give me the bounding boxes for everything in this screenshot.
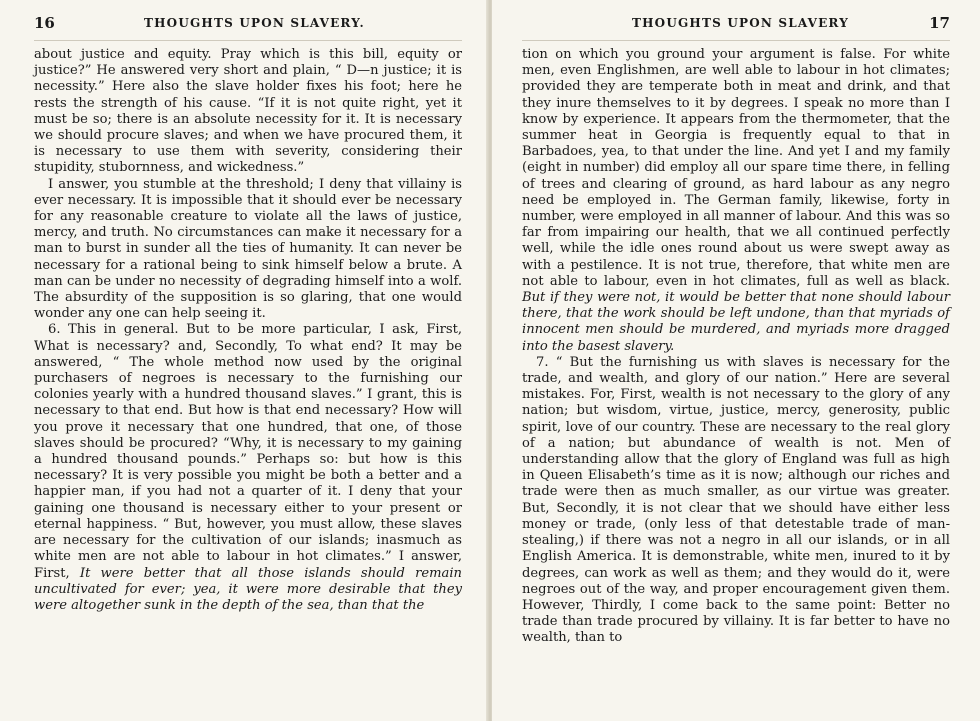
- text-run: 6. This in general. But to be more particular, I ask, First, What is necessary? and, Secondly, To what end? It may be answered, “ The whole method now used by the original purchasers of negroes is necessary to the furnishing our colonies yearly with a hundred thousand slaves.” I grant, this is necessary to that end. But how is that end necessary? How will you prove it necessary that one hundred, that one, of those slaves should be procured? “Why, it is necessary to my gaining a hundred thousand pounds.” Perhaps so: but how is this necessary? It is very possible you might be both a better and a happier man, if you had not a quarter of it. I deny that your gaining one thousand is necessary either to your present or eternal happiness. “ But, however, you must allow, these slaves are necessary for the cultivation of our islands; inasmuch as white men are not able to labour in hot climates.” I answer, First,: [34, 322, 462, 581]
- text-run: I answer, you stumble at the threshold; I deny that villainy is ever necessary. It is impossible that it should ever be necessary for any reasonable creature to violate all the laws of justice, mercy, and truth. No circumstances can make it necessary for a man to burst in sunder all the ties of humanity. It can never be necessary for a rational being to sink himself below a brute. A man can be under no necessity of degrading himself into a wolf. The absurdity of the supposition is so glaring, that one would wonder any one can help seeing it.: [34, 176, 462, 322]
- page-number: 17: [929, 14, 950, 32]
- running-title: THOUGHTS UPON SLAVERY.: [144, 16, 365, 30]
- right-page-body: [522, 47, 950, 647]
- paragraph: [522, 355, 950, 647]
- right-page: [492, 0, 980, 721]
- left-running-head: [34, 14, 462, 41]
- italic-text-run: It were better that all those islands should remain uncultivated for ever; yea, it were more desirable that they were altogether sunk in the depth of the sea, than that the: [34, 565, 462, 613]
- left-page-body: [34, 47, 462, 614]
- paragraph: [34, 47, 462, 177]
- running-title: THOUGHTS UPON SLAVERY: [632, 16, 850, 30]
- text-run: 7. “ But the furnishing us with slaves is necessary for the trade, and wealth, and glory of our nation.” Here are several mistakes. For, First, wealth is not necessary to the glory of any nation; but wisdom, virtue, justice, mercy, generosity, public spirit, love of our country. These are necessary to the real glory of a nation; but abundance of wealth is not. Men of understanding allow that the glory of England was full as high in Queen Elisabeth’s time as it is now; although our riches and trade were then as much smaller, as our virtue was greater. But, Secondly, it is not clear that we should have either less money or trade, (only less of that detestable trade of man-stealing,) if there was not a negro in all our islands, or in all English America. It is demonstrable, white men, inured to it by degrees, can work as well as them; and they would do it, were negroes out of the way, and proper encouragement given them. However, Thirdly, I come back to the same point: Better no trade than trade procured by villainy. It is far better to have no wealth, than to: [522, 354, 950, 646]
- left-page: [0, 0, 488, 721]
- paragraph: [34, 322, 462, 614]
- paragraph: [34, 177, 462, 323]
- right-running-head: [522, 14, 950, 41]
- text-run: about justice and equity. Pray which is this bill, equity or justice?” He answered very short and plain, “ D—n justice; it is necessity.” Here also the slave holder fixes his foot; here he rests the strength of his cause. “If it is not quite right, yet it must be so; there is an absolute necessity for it. It is necessary we should procure slaves; and when we have procured them, it is necessary to use them with severity, considering their stupidity, stubornness, and wickedness.”: [34, 47, 462, 176]
- italic-text-run: But if they were not, it would be better that none should labour there, that the work should be left undone, than that myriads of innocent men should be murdered, and myriads more dragged into the basest slavery.: [522, 290, 950, 354]
- paragraph: [522, 47, 950, 355]
- text-run: tion on which you ground your argument is false. For white men, even Englishmen, are well able to labour in hot climates; provided they are temperate both in meat and drink, and that they inure themselves to it by degrees. I speak no more than I know by experience. It appears from the thermometer, that the summer heat in Georgia is frequently equal to that in Barbadoes, yea, to that under the line. And yet I and my family (eight in number) did employ all our spare time there, in felling of trees and clearing of ground, as hard labour as any negro need be employed in. The German family, likewise, forty in number, were employed in all manner of labour. And this was so far from impairing our health, that we all continued perfectly well, while the idle ones round about us were swept away as with a pestilence. It is not true, therefore, that white men are not able to labour, even in hot climates, full as well as black.: [522, 47, 950, 289]
- page-number: 16: [34, 14, 55, 32]
